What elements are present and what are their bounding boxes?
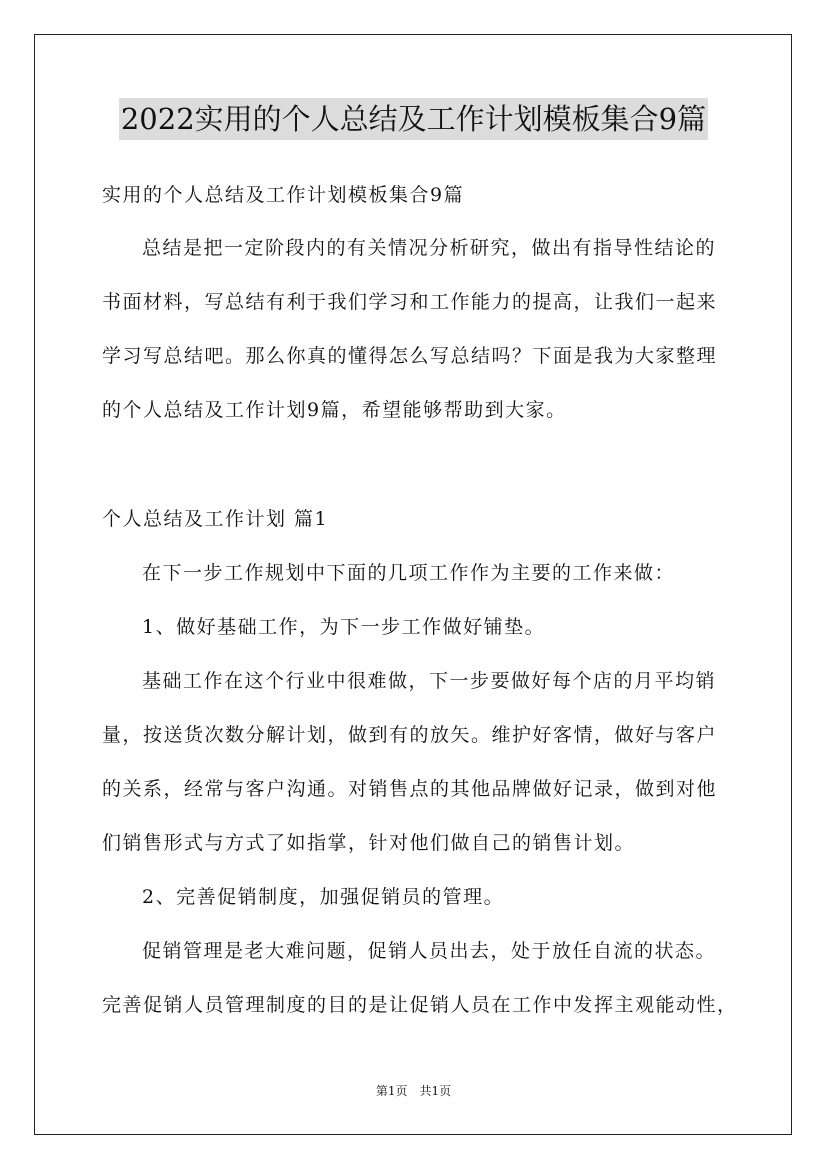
page-footer: 第1页 共1页 <box>375 1084 452 1098</box>
body-line: 完善促销人员管理制度的目的是让促销人员在工作中发挥主观能动性， <box>102 994 738 1016</box>
intro-paragraph-line: 书面材料，写总结有利于我们学习和工作能力的提高，让我们一起来 <box>102 291 718 313</box>
section-heading: 个人总结及工作计划 篇1 <box>102 508 329 530</box>
title-container <box>0 98 827 140</box>
document-title: 2022实用的个人总结及工作计划模板集合9篇 <box>119 98 708 140</box>
body-line: 1、做好基础工作，为下一步工作做好铺垫。 <box>142 616 546 638</box>
intro-paragraph-line: 学习写总结吧。那么你真的懂得怎么写总结吗？下面是我为大家整理 <box>102 345 718 367</box>
body-line: 们销售形式与方式了如指掌，针对他们做自己的销售计划。 <box>102 832 636 854</box>
body-line: 量，按送货次数分解计划，做到有的放矢。维护好客情，做好与客户 <box>102 724 718 746</box>
body-line: 的关系，经常与客户沟通。对销售点的其他品牌做好记录，做到对他 <box>102 778 718 800</box>
body-line: 基础工作在这个行业中很难做，下一步要做好每个店的月平均销 <box>142 670 717 692</box>
document-subtitle: 实用的个人总结及工作计划模板集合9篇 <box>102 184 465 206</box>
intro-paragraph-line: 总结是把一定阶段内的有关情况分析研究，做出有指导性结论的 <box>142 237 717 259</box>
intro-paragraph-line: 的个人总结及工作计划9篇，希望能够帮助到大家。 <box>102 399 567 421</box>
body-line: 2、完善促销制度，加强促销员的管理。 <box>142 886 505 908</box>
body-line: 促销管理是老大难问题，促销人员出去，处于放任自流的状态。 <box>142 940 717 962</box>
body-line: 在下一步工作规划中下面的几项工作作为主要的工作来做： <box>142 562 676 584</box>
